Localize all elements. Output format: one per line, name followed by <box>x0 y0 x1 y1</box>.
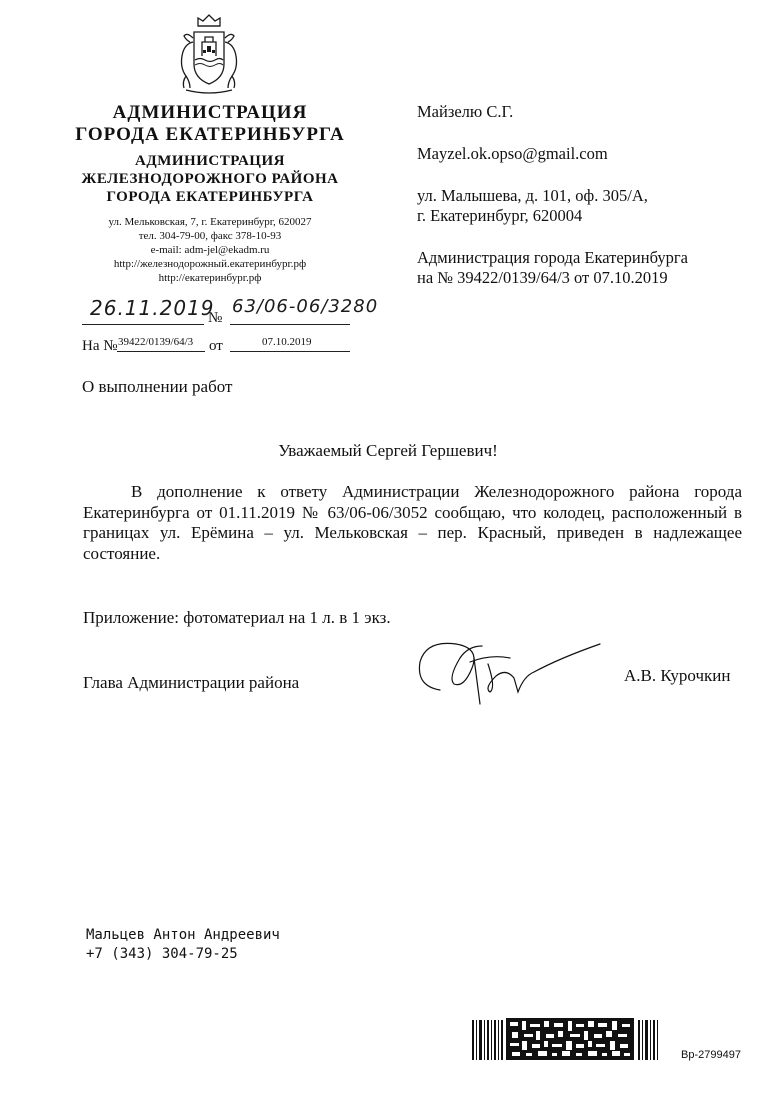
coat-of-arms-emblem <box>176 12 242 96</box>
org-site-city: http://екатеринбург.рф <box>158 272 262 284</box>
signatory-position: Глава Администрации района <box>83 673 300 692</box>
org-title-line1: АДМИНИСТРАЦИЯ <box>112 102 308 123</box>
recipient-name: Майзелю С.Г. <box>417 102 514 121</box>
recipient-ref-line1: Администрация города Екатеринбурга <box>417 248 688 267</box>
recipient-email: Mayzel.ok.opso@gmail.com <box>417 144 608 163</box>
dept-title-line3: ГОРОДА ЕКАТЕРИНБУРГА <box>106 189 314 205</box>
date-handwritten: 26.11.2019 <box>90 296 215 320</box>
org-email: e-mail: adm-jel@ekadm.ru <box>150 244 270 256</box>
recipient-address-line1: ул. Малышева, д. 101, оф. 305/А, <box>417 186 648 205</box>
outgoing-number-handwritten: 63/06-06/3280 <box>232 296 379 317</box>
recipient-address-line2: г. Екатеринбург, 620004 <box>417 206 583 225</box>
ref-date: 07.10.2019 <box>262 336 312 348</box>
executor-phone: +7 (343) 304-79-25 <box>86 946 238 962</box>
salutation: Уважаемый Сергей Гершевич! <box>278 441 498 460</box>
number-sign: № <box>208 310 223 326</box>
org-phone: тел. 304-79-00, факс 378-10-93 <box>138 230 282 242</box>
org-title-line2: ГОРОДА ЕКАТЕРИНБУРГА <box>75 124 345 145</box>
ref-from: от <box>209 338 223 354</box>
handwritten-signature <box>410 628 610 708</box>
body-paragraph: В дополнение к ответу Администрации Железнодорожного района города Екатеринбурга от 01.11.2019 № 63/06-06/3052 сообщаю, что колодец, расположенный в границах ул. Ерёмина – ул. Мельковская – пер. Красный, приведен в надлежащее состояние. <box>83 482 742 563</box>
document-code: Вр-2799497 <box>681 1049 741 1061</box>
org-address: ул. Мельковская, 7, г. Екатеринбург, 620027 <box>108 216 312 228</box>
recipient-ref-line2: на № 39422/0139/64/3 от 07.10.2019 <box>417 268 668 287</box>
barcode <box>472 1016 672 1062</box>
dept-title-line1: АДМИНИСТРАЦИЯ <box>135 153 285 169</box>
subject: О выполнении работ <box>82 377 233 396</box>
dept-title-line2: ЖЕЛЕЗНОДОРОЖНОГО РАЙОНА <box>81 171 339 187</box>
org-site-district: http://железнодорожный.екатеринбург.рф <box>113 258 307 270</box>
executor-name: Мальцев Антон Андреевич <box>86 927 280 943</box>
signatory-name: А.В. Курочкин <box>624 666 731 685</box>
ref-prefix: На № <box>82 338 118 354</box>
ref-number: 39422/0139/64/3 <box>118 336 194 348</box>
attachment-line: Приложение: фотоматериал на 1 л. в 1 экз. <box>83 608 391 627</box>
